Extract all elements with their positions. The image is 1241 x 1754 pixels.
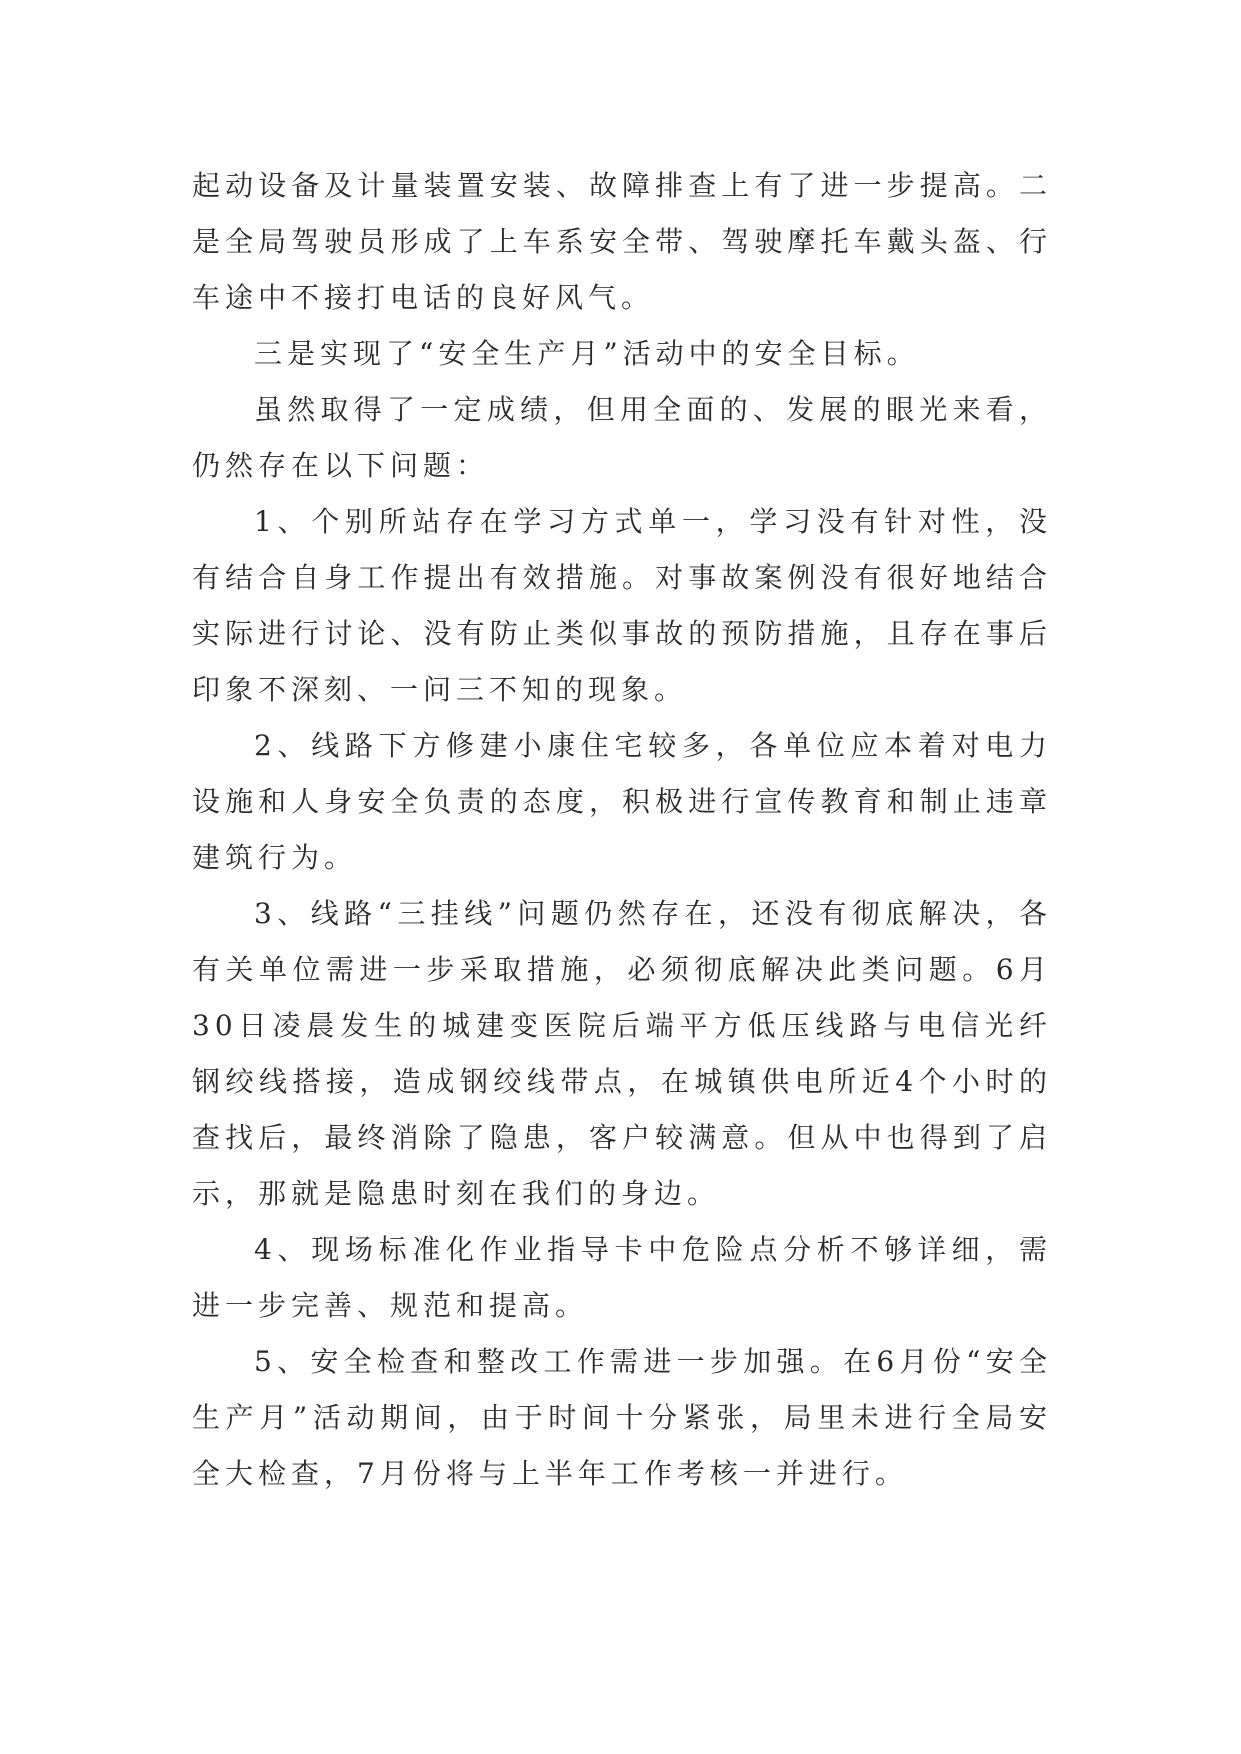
document-body	[192, 158, 1052, 1502]
paragraph-problem-3: 3、线路“三挂线”问题仍然存在，还没有彻底解决，各有关单位需进一步采取措施，必须彻底解决此类问题。6月30日凌晨发生的城建变医院后端平方低压线路与电信光纤钢绞线搭接，造成钢绞线带点，在城镇供电所近4个小时的查找后，最终消除了隐患，客户较满意。但从中也得到了启示，那就是隐患时刻在我们的身边。	[192, 897, 1052, 1210]
paragraph-problem-5: 5、安全检查和整改工作需进一步加强。在6月份“安全生产月”活动期间，由于时间十分紧张，局里未进行全局安全大检查，7月份将与上半年工作考核一并进行。	[192, 1345, 1052, 1490]
paragraph-problems-intro: 虽然取得了一定成绩，但用全面的、发展的眼光来看，仍然存在以下问题：	[192, 393, 1052, 482]
paragraph-problem-2: 2、线路下方修建小康住宅较多，各单位应本着对电力设施和人身安全负责的态度，积极进行宣传教育和制止违章建筑行为。	[192, 729, 1052, 874]
paragraph-point-three: 三是实现了“安全生产月”活动中的安全目标。	[254, 337, 920, 370]
paragraph-continuation: 起动设备及计量装置安装、故障排查上有了进一步提高。二是全局驾驶员形成了上车系安全带、驾驶摩托车戴头盔、行车途中不接打电话的良好风气。	[192, 169, 1052, 314]
paragraph-problem-1: 1、个别所站存在学习方式单一，学习没有针对性，没有结合自身工作提出有效措施。对事故案例没有很好地结合实际进行讨论、没有防止类似事故的预防措施，且存在事后印象不深刻、一问三不知的现象。	[192, 505, 1052, 706]
paragraph-problem-4: 4、现场标准化作业指导卡中危险点分析不够详细，需进一步完善、规范和提高。	[192, 1233, 1052, 1322]
